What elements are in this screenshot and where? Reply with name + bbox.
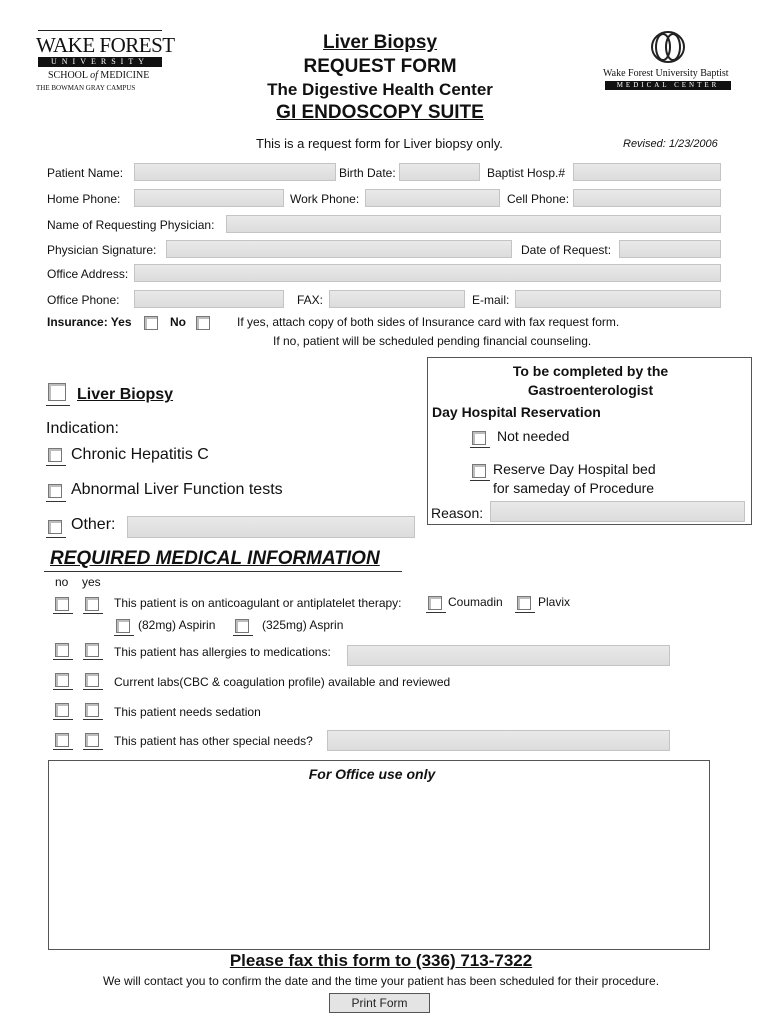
abnormal-lft-checkbox[interactable] [48,484,62,498]
labs-no-checkbox[interactable] [55,673,69,687]
anticoagulant-no-checkbox[interactable] [55,597,69,611]
logo-university: UNIVERSITY [51,57,149,66]
title-liver-biopsy: Liver Biopsy [322,32,438,53]
patient-name-field[interactable] [134,163,336,181]
labs-no-underline [53,689,73,690]
abnormal-lft-label: Abnormal Liver Function tests [71,481,283,498]
allergies-yes-underline [83,659,103,660]
email-label: E-mail: [472,293,510,307]
title-gi-endoscopy: GI ENDOSCOPY SUITE [276,102,484,123]
liver-biopsy-checkbox[interactable] [48,383,66,401]
labs-question: Current labs(CBC & coagulation profile) available and reviewed [114,675,451,689]
plavix-underline [515,612,535,613]
print-form-button[interactable]: Print Form [329,993,430,1013]
indication-label: Indication: [46,420,119,437]
column-no: no [55,575,69,589]
not-needed-underline [470,447,490,448]
fax-label: FAX: [297,293,324,307]
logo-school [48,70,149,81]
office-address-label: Office Address: [47,267,129,281]
special-needs-no-checkbox[interactable] [55,733,69,747]
physician-signature-label: Physician Signature: [47,243,157,257]
reserve-bed-checkbox[interactable] [472,464,486,478]
labs-yes-checkbox[interactable] [85,673,99,687]
patient-name-label: Patient Name: [47,166,124,180]
office-address-field[interactable] [134,264,721,282]
insurance-note-yes: If yes, attach copy of both sides of Insurance card with fax request form. [237,315,620,329]
baptist-hosp-field[interactable] [573,163,721,181]
allergies-no-underline [53,659,73,660]
plavix-label: Plavix [538,595,571,609]
anticoagulant-yes-underline [83,613,103,614]
requesting-physician-label: Name of Requesting Physician: [47,218,215,232]
insurance-note-no: If no, patient will be scheduled pending financial counseling. [273,334,592,348]
work-phone-label: Work Phone: [290,192,360,206]
baptist-logo [600,30,740,92]
hepatitis-c-label: Chronic Hepatitis C [71,446,209,463]
logo-top-rule [38,30,162,31]
work-phone-field[interactable] [365,189,500,207]
physician-signature-field[interactable] [166,240,512,258]
sedation-question: This patient needs sedation [114,705,261,719]
allergies-field[interactable] [347,645,670,666]
logo-school-word: SCHOOL [48,70,88,81]
fax-field[interactable] [329,290,465,308]
office-phone-label: Office Phone: [47,293,120,307]
not-needed-checkbox[interactable] [472,431,486,445]
logo-of-word: of [90,70,98,81]
special-needs-yes-checkbox[interactable] [85,733,99,747]
anticoagulant-yes-checkbox[interactable] [85,597,99,611]
home-phone-field[interactable] [134,189,284,207]
title-digestive-center: The Digestive Health Center [267,80,493,99]
wake-forest-logo [36,28,176,98]
baptist-medical-center: MEDICAL CENTER [605,81,731,90]
sedation-yes-underline [83,719,103,720]
title-request-form: REQUEST FORM [303,56,457,77]
aspirin-82-checkbox[interactable] [116,619,130,633]
office-use-title: For Office use only [308,766,436,782]
reserve-bed-underline [470,480,490,481]
sedation-yes-checkbox[interactable] [85,703,99,717]
coumadin-label: Coumadin [448,595,503,609]
liver-biopsy-title: Liver Biopsy [77,386,174,403]
allergies-yes-checkbox[interactable] [85,643,99,657]
insurance-no-checkbox[interactable] [196,316,210,330]
allergies-question: This patient has allergies to medications: [114,645,331,659]
sedation-no-checkbox[interactable] [55,703,69,717]
other-field[interactable] [127,516,415,538]
column-yes: yes [82,575,101,589]
sedation-no-underline [53,719,73,720]
date-of-request-field[interactable] [619,240,721,258]
aspirin-82-label: (82mg) Aspirin [138,618,216,632]
requesting-physician-field[interactable] [226,215,721,233]
gastro-title-line2: Gastroenterologist [527,382,654,398]
insurance-label: Insurance: Yes [47,315,132,329]
anticoagulant-no-underline [53,613,73,614]
coumadin-underline [426,612,446,613]
labs-yes-underline [83,689,103,690]
aspirin-325-label: (325mg) Asprin [262,618,344,632]
allergies-no-checkbox[interactable] [55,643,69,657]
day-hospital-reservation: Day Hospital Reservation [432,404,601,420]
special-needs-no-underline [53,749,73,750]
logo-medicine-word: MEDICINE [100,70,150,81]
hepatitis-c-underline [46,465,66,466]
office-phone-field[interactable] [134,290,284,308]
cell-phone-field[interactable] [573,189,721,207]
insurance-yes-checkbox[interactable] [144,316,158,330]
required-title-rule [44,571,402,572]
fax-instruction: Please fax this form to (336) 713-7322 [229,951,533,970]
other-label: Other: [71,516,116,533]
reason-field[interactable] [490,501,745,522]
cell-phone-label: Cell Phone: [507,192,570,206]
hepatitis-c-checkbox[interactable] [48,448,62,462]
contact-note: We will contact you to confirm the date and the time your patient has been scheduled for their procedure. [102,974,660,988]
anticoagulant-question: This patient is on anticoagulant or antiplatelet therapy: [114,596,402,610]
aspirin-325-checkbox[interactable] [235,619,249,633]
baptist-name: Wake Forest University Baptist [603,68,729,79]
insurance-no-label: No [170,315,186,329]
reason-label: Reason: [431,505,484,521]
special-needs-field[interactable] [327,730,670,751]
revised-date: Revised: 1/23/2006 [623,138,718,150]
special-needs-yes-underline [83,749,103,750]
reserve-bed-label-line2: for sameday of Procedure [493,480,655,496]
logo-wordmark: WAKE FOREST [36,33,175,57]
required-medical-title: REQUIRED MEDICAL INFORMATION [50,548,380,569]
baptist-hosp-label: Baptist Hosp.# [487,166,566,180]
birth-date-field[interactable] [399,163,480,181]
logo-campus: THE BOWMAN GRAY CAMPUS [36,84,136,92]
other-underline [46,537,66,538]
special-needs-question: This patient has other special needs? [114,734,313,748]
office-use-box [48,760,710,950]
birth-date-label: Birth Date: [339,166,396,180]
not-needed-label: Not needed [497,428,570,444]
abnormal-lft-underline [46,501,66,502]
email-field[interactable] [515,290,721,308]
coumadin-checkbox[interactable] [428,596,442,610]
baptist-emblem-icon [650,30,686,64]
aspirin-82-underline [114,635,134,636]
plavix-checkbox[interactable] [517,596,531,610]
home-phone-label: Home Phone: [47,192,121,206]
gastro-title-line1: To be completed by the [512,363,669,379]
reserve-bed-label-line1: Reserve Day Hospital bed [493,461,656,477]
liver-biopsy-checkbox-underline [46,405,70,406]
date-of-request-label: Date of Request: [521,243,612,257]
other-checkbox[interactable] [48,520,62,534]
form-subtitle: This is a request form for Liver biopsy only. [256,136,503,151]
aspirin-325-underline [233,635,253,636]
